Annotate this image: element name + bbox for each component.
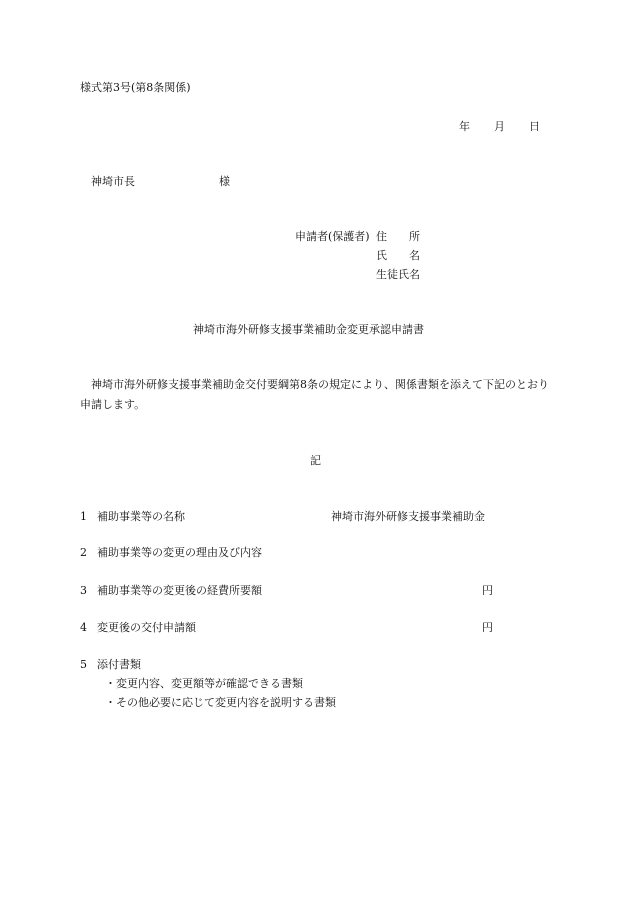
form-number: 様式第3号(第8条関係) bbox=[80, 81, 191, 94]
ki-heading: 記 bbox=[310, 454, 321, 467]
attachment-2: ・その他必要に応じて変更内容を説明する書類 bbox=[105, 696, 336, 709]
name-label: 氏 名 bbox=[376, 249, 420, 262]
item-1-number: 1 bbox=[80, 510, 87, 523]
item-5-label: 添付書類 bbox=[97, 658, 141, 671]
item-1-label: 補助事業等の名称 bbox=[97, 510, 185, 523]
item-1-value: 神埼市海外研修支援事業補助金 bbox=[331, 510, 485, 523]
item-2-number: 2 bbox=[80, 546, 87, 559]
address-label: 住 所 bbox=[376, 230, 420, 243]
attachment-1: ・変更内容、変更額等が確認できる書類 bbox=[105, 677, 303, 690]
item-3-label: 補助事業等の変更後の経費所要額 bbox=[97, 584, 262, 597]
item-4-number: 4 bbox=[80, 621, 87, 634]
student-name-label: 生徒氏名 bbox=[376, 268, 420, 281]
item-3-unit: 円 bbox=[482, 584, 493, 597]
addressee-honorific: 様 bbox=[219, 175, 230, 188]
document-title: 神埼市海外研修支援事業補助金変更承認申請書 bbox=[193, 323, 424, 336]
item-4-label: 変更後の交付申請額 bbox=[97, 621, 196, 634]
addressee-name: 神埼市長 bbox=[91, 175, 135, 188]
item-2-label: 補助事業等の変更の理由及び内容 bbox=[97, 546, 262, 559]
item-4-unit: 円 bbox=[482, 621, 493, 634]
date-day: 日 bbox=[529, 120, 540, 133]
body-paragraph: 神埼市海外研修支援事業補助金交付要綱第8条の規定により、関係書類を添えて下記のとおり申請します。 bbox=[80, 378, 549, 411]
item-5-number: 5 bbox=[80, 658, 87, 671]
applicant-label: 申請者(保護者) bbox=[295, 230, 370, 243]
date-month: 月 bbox=[494, 120, 505, 133]
date-year: 年 bbox=[459, 120, 470, 133]
item-3-number: 3 bbox=[80, 584, 87, 597]
